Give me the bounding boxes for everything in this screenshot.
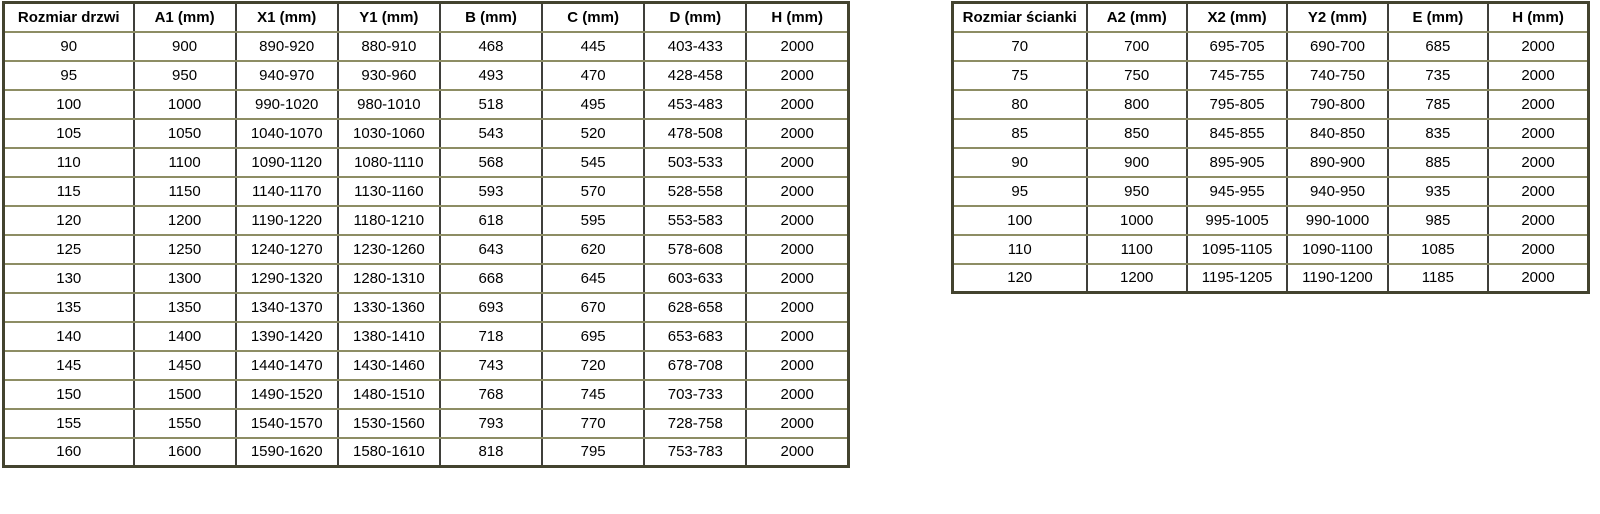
table-cell: 653-683: [644, 322, 746, 351]
table-cell: 793: [440, 409, 542, 438]
table-cell: 668: [440, 264, 542, 293]
table-cell: 728-758: [644, 409, 746, 438]
table-cell: 990-1000: [1287, 206, 1387, 235]
table-cell: 2000: [746, 380, 848, 409]
table-cell: 1190-1200: [1287, 264, 1387, 293]
table-cell: 895-905: [1187, 148, 1287, 177]
table-cell: 135: [4, 293, 134, 322]
table-cell: 930-960: [338, 61, 440, 90]
table-cell: 90: [953, 148, 1087, 177]
table-cell: 1290-1320: [236, 264, 338, 293]
column-header: A2 (mm): [1087, 3, 1187, 32]
table-cell: 100: [953, 206, 1087, 235]
table-cell: 160: [4, 438, 134, 467]
table-cell: 2000: [746, 409, 848, 438]
table-row: [4, 322, 849, 351]
table-cell: 2000: [746, 32, 848, 61]
table-cell: 750: [1087, 61, 1187, 90]
table-cell: 845-855: [1187, 119, 1287, 148]
table-cell: 445: [542, 32, 644, 61]
wall-size-table: [951, 1, 1590, 294]
table-cell: 1230-1260: [338, 235, 440, 264]
table-cell: 2000: [746, 148, 848, 177]
table-row: [4, 409, 849, 438]
table-cell: 568: [440, 148, 542, 177]
table-cell: 2000: [746, 90, 848, 119]
table-cell: 740-750: [1287, 61, 1387, 90]
table-row: [4, 380, 849, 409]
table-cell: 115: [4, 177, 134, 206]
table-cell: 95: [4, 61, 134, 90]
table-cell: 800: [1087, 90, 1187, 119]
table-row: [4, 438, 849, 467]
table-cell: 890-920: [236, 32, 338, 61]
table-cell: 1530-1560: [338, 409, 440, 438]
table-cell: 1280-1310: [338, 264, 440, 293]
table-cell: 495: [542, 90, 644, 119]
table-cell: 1000: [134, 90, 236, 119]
table-cell: 120: [953, 264, 1087, 293]
table-cell: 720: [542, 351, 644, 380]
table-row: [953, 177, 1589, 206]
table-cell: 593: [440, 177, 542, 206]
table-cell: 850: [1087, 119, 1187, 148]
column-header: D (mm): [644, 3, 746, 32]
table-cell: 1200: [1087, 264, 1187, 293]
table-cell: 553-583: [644, 206, 746, 235]
table-cell: 703-733: [644, 380, 746, 409]
table-cell: 620: [542, 235, 644, 264]
table-cell: 678-708: [644, 351, 746, 380]
table-cell: 985: [1388, 206, 1488, 235]
table-cell: 1030-1060: [338, 119, 440, 148]
door-table-body: [4, 32, 849, 467]
table-cell: 1340-1370: [236, 293, 338, 322]
wall-table-header: [953, 3, 1589, 32]
header-row: [953, 3, 1589, 32]
table-cell: 75: [953, 61, 1087, 90]
table-cell: 155: [4, 409, 134, 438]
table-cell: 1100: [1087, 235, 1187, 264]
table-cell: 935: [1388, 177, 1488, 206]
table-cell: 90: [4, 32, 134, 61]
table-cell: 795: [542, 438, 644, 467]
table-cell: 1090-1100: [1287, 235, 1387, 264]
table-cell: 1140-1170: [236, 177, 338, 206]
table-cell: 2000: [746, 119, 848, 148]
table-cell: 478-508: [644, 119, 746, 148]
table-cell: 900: [1087, 148, 1187, 177]
table-cell: 1080-1110: [338, 148, 440, 177]
table-row: [953, 119, 1589, 148]
table-cell: 1185: [1388, 264, 1488, 293]
table-cell: 543: [440, 119, 542, 148]
table-cell: 2000: [746, 322, 848, 351]
table-cell: 578-608: [644, 235, 746, 264]
table-cell: 2000: [746, 351, 848, 380]
table-cell: 468: [440, 32, 542, 61]
table-cell: 518: [440, 90, 542, 119]
table-cell: 1040-1070: [236, 119, 338, 148]
table-cell: 110: [4, 148, 134, 177]
table-cell: 1150: [134, 177, 236, 206]
table-cell: 1590-1620: [236, 438, 338, 467]
table-cell: 940-950: [1287, 177, 1387, 206]
table-cell: 2000: [746, 264, 848, 293]
table-cell: 1490-1520: [236, 380, 338, 409]
table-cell: 795-805: [1187, 90, 1287, 119]
table-cell: 2000: [746, 293, 848, 322]
table-cell: 690-700: [1287, 32, 1387, 61]
table-cell: 885: [1388, 148, 1488, 177]
table-cell: 130: [4, 264, 134, 293]
table-cell: 695: [542, 322, 644, 351]
table-cell: 2000: [1488, 264, 1588, 293]
table-cell: 2000: [746, 177, 848, 206]
table-cell: 85: [953, 119, 1087, 148]
table-cell: 100: [4, 90, 134, 119]
table-cell: 1390-1420: [236, 322, 338, 351]
table-row: [4, 293, 849, 322]
table-cell: 890-900: [1287, 148, 1387, 177]
table-cell: 1330-1360: [338, 293, 440, 322]
table-cell: 618: [440, 206, 542, 235]
table-cell: 1580-1610: [338, 438, 440, 467]
wall-table-body: [953, 32, 1589, 293]
table-cell: 700: [1087, 32, 1187, 61]
table-cell: 403-433: [644, 32, 746, 61]
table-cell: 2000: [746, 206, 848, 235]
table-cell: 2000: [1488, 148, 1588, 177]
table-cell: 940-970: [236, 61, 338, 90]
column-header: X2 (mm): [1187, 3, 1287, 32]
table-row: [4, 148, 849, 177]
table-cell: 900: [134, 32, 236, 61]
column-header: Y1 (mm): [338, 3, 440, 32]
table-cell: 950: [1087, 177, 1187, 206]
table-cell: 1400: [134, 322, 236, 351]
door-table-header: [4, 3, 849, 32]
table-cell: 1000: [1087, 206, 1187, 235]
column-header: B (mm): [440, 3, 542, 32]
table-cell: 645: [542, 264, 644, 293]
table-cell: 1095-1105: [1187, 235, 1287, 264]
table-cell: 980-1010: [338, 90, 440, 119]
table-cell: 770: [542, 409, 644, 438]
table-row: [953, 235, 1589, 264]
table-cell: 80: [953, 90, 1087, 119]
table-row: [4, 235, 849, 264]
column-header: H (mm): [746, 3, 848, 32]
table-row: [953, 32, 1589, 61]
column-header: Y2 (mm): [1287, 3, 1387, 32]
table-cell: 2000: [1488, 119, 1588, 148]
table-cell: 1350: [134, 293, 236, 322]
table-cell: 743: [440, 351, 542, 380]
table-cell: 768: [440, 380, 542, 409]
table-row: [4, 32, 849, 61]
header-row: [4, 3, 849, 32]
table-cell: 2000: [746, 438, 848, 467]
column-header: A1 (mm): [134, 3, 236, 32]
table-cell: 2000: [746, 235, 848, 264]
table-cell: 945-955: [1187, 177, 1287, 206]
table-row: [4, 177, 849, 206]
table-row: [953, 264, 1589, 293]
table-row: [4, 119, 849, 148]
table-cell: 1430-1460: [338, 351, 440, 380]
door-size-table: [2, 1, 850, 468]
table-cell: 453-483: [644, 90, 746, 119]
table-row: [4, 264, 849, 293]
table-cell: 1300: [134, 264, 236, 293]
table-cell: 70: [953, 32, 1087, 61]
table-cell: 693: [440, 293, 542, 322]
table-cell: 105: [4, 119, 134, 148]
table-row: [4, 206, 849, 235]
table-cell: 2000: [1488, 177, 1588, 206]
table-cell: 995-1005: [1187, 206, 1287, 235]
table-cell: 570: [542, 177, 644, 206]
table-cell: 2000: [1488, 235, 1588, 264]
table-cell: 950: [134, 61, 236, 90]
table-cell: 1130-1160: [338, 177, 440, 206]
table-cell: 470: [542, 61, 644, 90]
table-cell: 528-558: [644, 177, 746, 206]
table-row: [953, 90, 1589, 119]
table-cell: 493: [440, 61, 542, 90]
column-header: Rozmiar ścianki: [953, 3, 1087, 32]
table-cell: 95: [953, 177, 1087, 206]
table-cell: 1450: [134, 351, 236, 380]
table-cell: 1600: [134, 438, 236, 467]
table-cell: 150: [4, 380, 134, 409]
table-row: [953, 148, 1589, 177]
table-cell: 1500: [134, 380, 236, 409]
table-cell: 1085: [1388, 235, 1488, 264]
table-cell: 545: [542, 148, 644, 177]
table-cell: 643: [440, 235, 542, 264]
table-row: [953, 206, 1589, 235]
table-cell: 1100: [134, 148, 236, 177]
table-cell: 1380-1410: [338, 322, 440, 351]
table-cell: 745-755: [1187, 61, 1287, 90]
table-cell: 120: [4, 206, 134, 235]
table-cell: 1195-1205: [1187, 264, 1287, 293]
table-cell: 2000: [1488, 61, 1588, 90]
table-cell: 2000: [1488, 206, 1588, 235]
table-cell: 1480-1510: [338, 380, 440, 409]
table-row: [4, 61, 849, 90]
table-cell: 520: [542, 119, 644, 148]
table-cell: 1240-1270: [236, 235, 338, 264]
table-cell: 1440-1470: [236, 351, 338, 380]
table-cell: 835: [1388, 119, 1488, 148]
table-cell: 2000: [746, 61, 848, 90]
column-header: C (mm): [542, 3, 644, 32]
table-cell: 1250: [134, 235, 236, 264]
table-cell: 1190-1220: [236, 206, 338, 235]
table-cell: 735: [1388, 61, 1488, 90]
table-cell: 1180-1210: [338, 206, 440, 235]
table-cell: 1200: [134, 206, 236, 235]
table-cell: 818: [440, 438, 542, 467]
table-cell: 145: [4, 351, 134, 380]
column-header: X1 (mm): [236, 3, 338, 32]
table-cell: 745: [542, 380, 644, 409]
table-cell: 670: [542, 293, 644, 322]
table-cell: 628-658: [644, 293, 746, 322]
table-cell: 718: [440, 322, 542, 351]
table-cell: 695-705: [1187, 32, 1287, 61]
table-cell: 603-633: [644, 264, 746, 293]
column-header: E (mm): [1388, 3, 1488, 32]
table-cell: 1050: [134, 119, 236, 148]
table-cell: 1090-1120: [236, 148, 338, 177]
table-cell: 140: [4, 322, 134, 351]
column-header: H (mm): [1488, 3, 1588, 32]
table-cell: 840-850: [1287, 119, 1387, 148]
table-cell: 595: [542, 206, 644, 235]
column-header: Rozmiar drzwi: [4, 3, 134, 32]
table-cell: 790-800: [1287, 90, 1387, 119]
table-cell: 990-1020: [236, 90, 338, 119]
table-cell: 503-533: [644, 148, 746, 177]
table-cell: 1540-1570: [236, 409, 338, 438]
table-cell: 2000: [1488, 90, 1588, 119]
table-cell: 2000: [1488, 32, 1588, 61]
table-cell: 685: [1388, 32, 1488, 61]
table-row: [4, 351, 849, 380]
table-cell: 880-910: [338, 32, 440, 61]
table-row: [953, 61, 1589, 90]
table-cell: 110: [953, 235, 1087, 264]
table-cell: 753-783: [644, 438, 746, 467]
table-row: [4, 90, 849, 119]
table-cell: 1550: [134, 409, 236, 438]
table-cell: 428-458: [644, 61, 746, 90]
table-cell: 785: [1388, 90, 1488, 119]
table-cell: 125: [4, 235, 134, 264]
